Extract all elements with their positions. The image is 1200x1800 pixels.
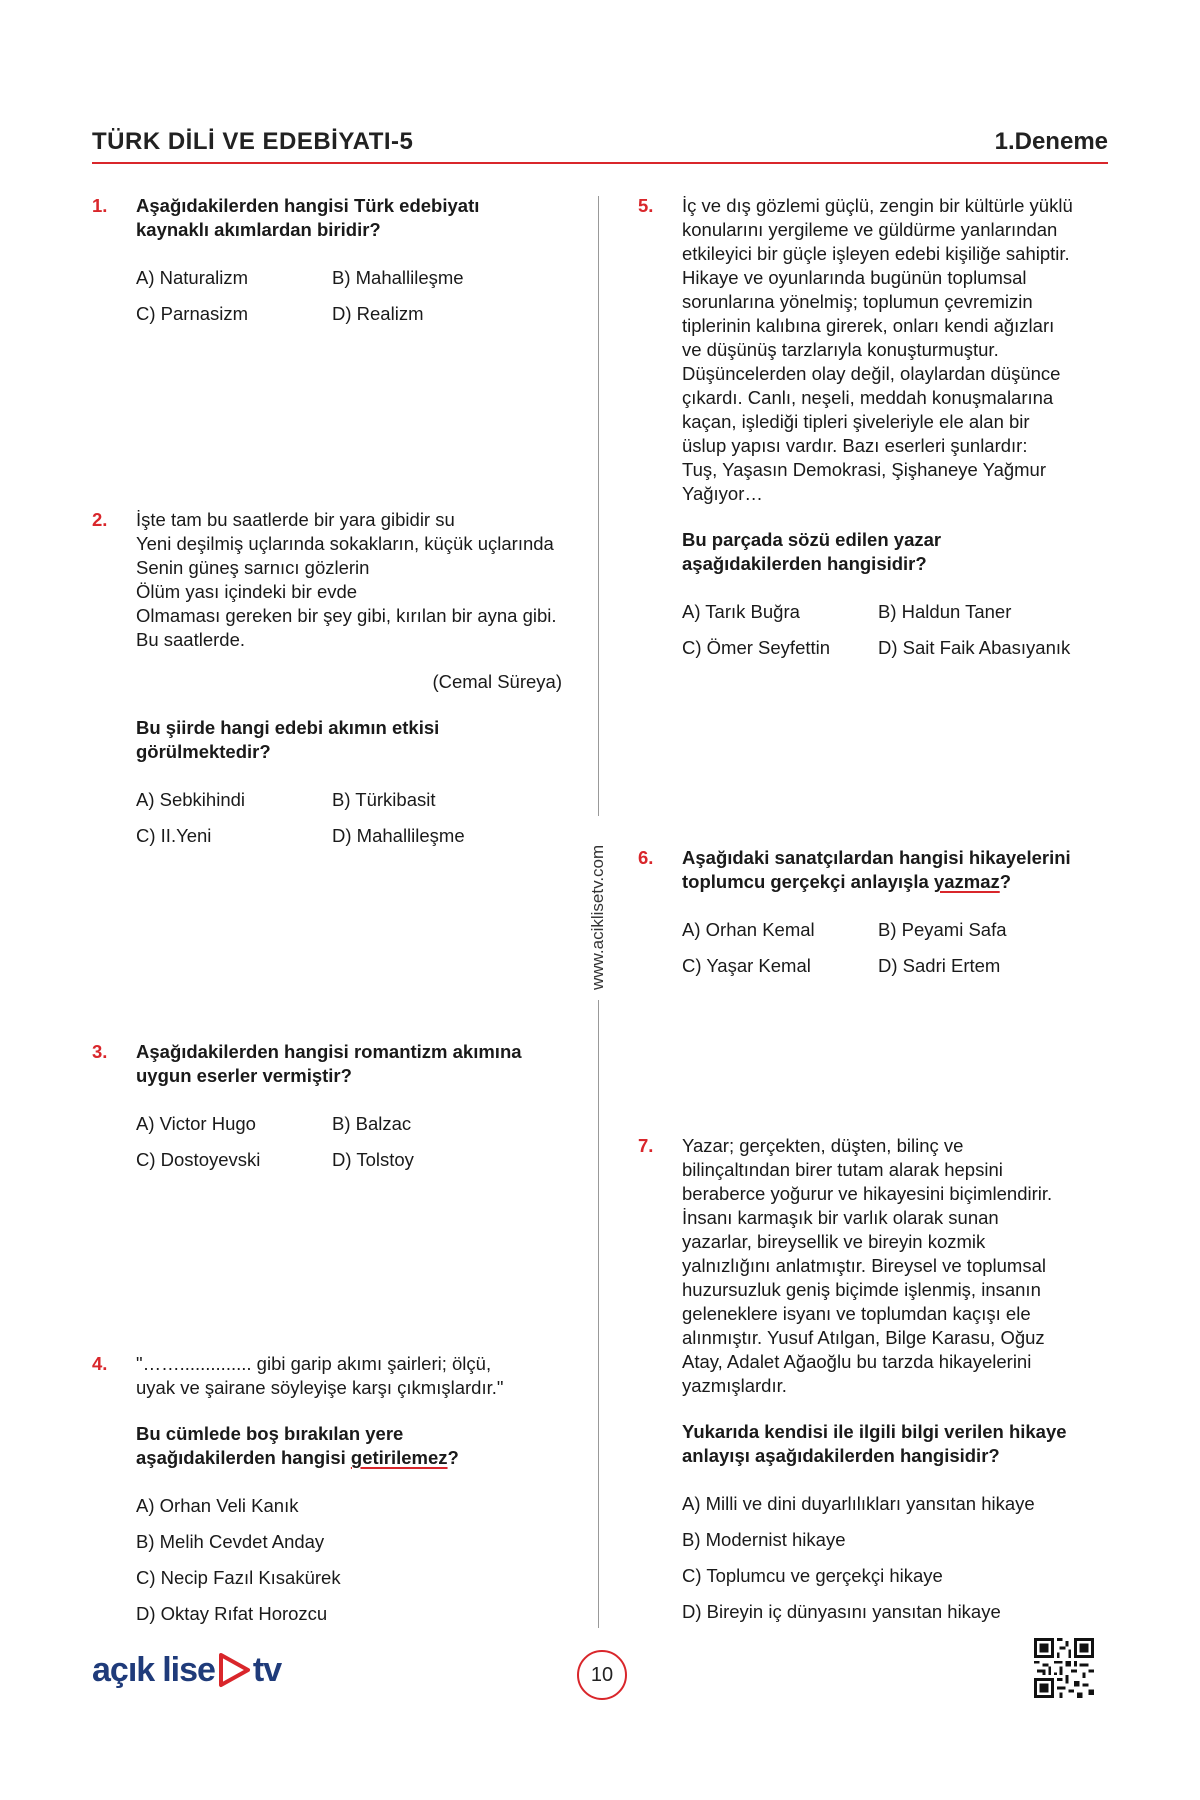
question-number: 7.: [638, 1135, 654, 1156]
option-b[interactable]: B) Peyami Safa: [878, 919, 1007, 940]
question-stem: aşağıdakilerden hangisidir?: [682, 553, 927, 574]
header-divider: [92, 162, 1108, 164]
option-a[interactable]: A) Naturalizm: [136, 267, 249, 288]
option-d[interactable]: D) Sadri Ertem: [878, 955, 1001, 976]
passage-line: İç ve dış gözlemi güçlü, zengin bir kültürle yüklü: [682, 195, 1073, 216]
passage-line: geleneklere isyanı ve toplumdan kaçışı ele: [682, 1303, 1031, 1324]
question-number: 2.: [92, 509, 108, 530]
question-stem: kaynaklı akımlardan biridir?: [136, 219, 381, 240]
option-d[interactable]: D) Bireyin iç dünyasını yansıtan hikaye: [682, 1601, 1001, 1622]
answer-options: [136, 1112, 552, 1172]
negation-word: getirilemez: [350, 1447, 448, 1468]
question-stem: Aşağıdakilerden hangisi Türk edebiyatı: [136, 195, 480, 216]
passage-line: Tuş, Yaşasın Demokrasi, Şişhaneye Yağmur: [682, 459, 1047, 480]
answer-options: [682, 1492, 1067, 1624]
option-d[interactable]: D) Sait Faik Abasıyanık: [878, 637, 1071, 658]
answer-options: [136, 266, 552, 326]
column-divider-top: [598, 196, 599, 816]
brand-logo[interactable]: [92, 1650, 281, 1690]
negation-word: yazmaz: [933, 871, 1000, 892]
question-number: 1.: [92, 195, 108, 216]
option-c[interactable]: C) Ömer Seyfettin: [682, 637, 831, 658]
option-d[interactable]: D) Realizm: [332, 303, 424, 324]
passage-line: ve düşünüş tarzlarıyla konuşturmuştur.: [682, 339, 999, 360]
poem-author: (Cemal Süreya): [432, 671, 562, 692]
column-divider-bottom: [598, 1000, 599, 1628]
option-a[interactable]: A) Sebkihindi: [136, 789, 246, 810]
passage-line: kaçan, işlediği tipleri şiveleriyle ele alan bir: [682, 411, 1030, 432]
question-number: 4.: [92, 1353, 108, 1374]
option-a[interactable]: A) Milli ve dini duyarlılıkları yansıtan hikaye: [682, 1493, 1035, 1514]
option-b[interactable]: B) Balzac: [332, 1113, 412, 1134]
logo-text-left: açık: [92, 1650, 155, 1689]
passage-line: Yağıyor…: [682, 483, 763, 504]
passage-line: yalnızlığını anlatmıştır. Bireysel ve toplumsal: [682, 1255, 1046, 1276]
passage-line: beraberce yoğurur ve hikayesini biçimlendirir.: [682, 1183, 1053, 1204]
option-a[interactable]: A) Orhan Veli Kanık: [136, 1495, 299, 1516]
answer-options: [682, 600, 1098, 660]
passage-line: yazmışlardır.: [682, 1375, 787, 1396]
option-b[interactable]: B) Mahallileşme: [332, 267, 464, 288]
answer-options: [136, 788, 562, 848]
answer-options: [682, 918, 1098, 978]
option-b[interactable]: B) Modernist hikaye: [682, 1529, 846, 1550]
option-b[interactable]: B) Melih Cevdet Anday: [136, 1531, 325, 1552]
question-stem: uygun eserler vermiştir?: [136, 1065, 352, 1086]
question-stem: aşağıdakilerden hangisi getirilemez?: [136, 1447, 459, 1468]
question-number: 3.: [92, 1041, 108, 1062]
poem-line: Yeni deşilmiş uçlarında sokakların, küçük uçlarında: [136, 533, 554, 554]
play-triangle-icon: [217, 1652, 251, 1688]
page-title: TÜRK DİLİ VE EDEBİYATI-5: [92, 128, 414, 155]
question-stem: görülmektedir?: [136, 741, 271, 762]
option-c[interactable]: C) Necip Fazıl Kısakürek: [136, 1567, 341, 1588]
passage-line: huzursuzluk geniş biçimde işlenmiş, insanın: [682, 1279, 1041, 1300]
quote-line: uyak ve şairane söyleyişe karşı çıkmışlardır.": [136, 1377, 504, 1398]
passage-line: üslup yapısı vardır. Bazı eserleri şunlardır:: [682, 435, 1028, 456]
passage-line: sorunlarına yönelmiş; toplumun çevremizin: [682, 291, 1033, 312]
option-c[interactable]: C) Toplumcu ve gerçekçi hikaye: [682, 1565, 943, 1586]
poem-line: Ölüm yası içindeki bir evde: [136, 581, 358, 602]
passage-line: etkileyici bir güçle işleyen edebi kişiliğe sahiptir.: [682, 243, 1070, 264]
option-c[interactable]: C) II.Yeni: [136, 825, 212, 846]
passage-line: Atay, Adalet Ağaoğlu bu tarzda hikayelerini: [682, 1351, 1032, 1372]
option-a[interactable]: A) Victor Hugo: [136, 1113, 256, 1134]
passage-line: tiplerinin kalıbına girerek, onları kendi ağızları: [682, 315, 1055, 336]
option-d[interactable]: D) Tolstoy: [332, 1149, 414, 1170]
quote-line: "…….............. gibi garip akımı şairleri; ölçü,: [136, 1353, 492, 1374]
logo-text-mid: lise: [162, 1650, 215, 1689]
passage-line: yazarlar, bireysellik ve bireyin kozmik: [682, 1231, 986, 1252]
passage-line: alınmıştır. Yusuf Atılgan, Bilge Karasu, Oğuz: [682, 1327, 1045, 1348]
option-b[interactable]: B) Haldun Taner: [878, 601, 1012, 622]
page-header: [92, 128, 1108, 162]
passage-line: çıkardı. Canlı, neşeli, meddah konuşmalarına: [682, 387, 1054, 408]
website-url[interactable]: www.aciklisetv.com: [588, 837, 608, 998]
question-stem: Aşağıdakilerden hangisi romantizm akımına: [136, 1041, 522, 1062]
passage-line: Düşüncelerden olay değil, olaylardan düşünce: [682, 363, 1061, 384]
qr-code-icon[interactable]: [1034, 1638, 1094, 1698]
poem-line: Senin güneş sarnıcı gözlerin: [136, 557, 370, 578]
option-d[interactable]: D) Mahallileşme: [332, 825, 465, 846]
poem-line: Olmaması gereken bir şey gibi, kırılan bir ayna gibi.: [136, 605, 557, 626]
question-stem: Bu parçada sözü edilen yazar: [682, 529, 942, 550]
poem-line: Bu saatlerde.: [136, 629, 246, 650]
exam-label: 1.Deneme: [994, 128, 1108, 155]
question-number: 6.: [638, 847, 654, 868]
question-stem: toplumcu gerçekçi anlayışla yazmaz?: [682, 871, 1012, 892]
option-a[interactable]: A) Tarık Buğra: [682, 601, 800, 622]
page-number-text: 10: [590, 1663, 614, 1686]
option-c[interactable]: C) Parnasizm: [136, 303, 249, 324]
page-number: [577, 1650, 627, 1700]
logo-text-right: tv: [252, 1650, 282, 1689]
option-c[interactable]: C) Dostoyevski: [136, 1149, 261, 1170]
passage-line: bilinçaltından birer tutam alarak hepsini: [682, 1159, 1003, 1180]
option-d[interactable]: D) Oktay Rıfat Horozcu: [136, 1603, 328, 1624]
answer-options: [136, 1494, 503, 1626]
question-stem: anlayışı aşağıdakilerden hangisidir?: [682, 1445, 1000, 1466]
question-stem: Yukarıda kendisi ile ilgili bilgi verilen hikaye: [682, 1421, 1067, 1442]
passage-line: Yazar; gerçekten, düşten, bilinç ve: [682, 1135, 964, 1156]
option-b[interactable]: B) Türkibasit: [332, 789, 436, 810]
question-stem: Bu şiirde hangi edebi akımın etkisi: [136, 717, 440, 738]
passage-line: İnsanı karmaşık bir varlık olarak sunan: [682, 1207, 999, 1228]
passage-line: Hikaye ve oyunlarında bugünün toplumsal: [682, 267, 1027, 288]
option-a[interactable]: A) Orhan Kemal: [682, 919, 815, 940]
question-number: 5.: [638, 195, 654, 216]
poem-line: İşte tam bu saatlerde bir yara gibidir su: [136, 509, 455, 530]
option-c[interactable]: C) Yaşar Kemal: [682, 955, 811, 976]
question-stem: Bu cümlede boş bırakılan yere: [136, 1423, 404, 1444]
question-stem: Aşağıdaki sanatçılardan hangisi hikayelerini: [682, 847, 1071, 868]
passage-line: konularını yergileme ve güldürme yanlarından: [682, 219, 1058, 240]
